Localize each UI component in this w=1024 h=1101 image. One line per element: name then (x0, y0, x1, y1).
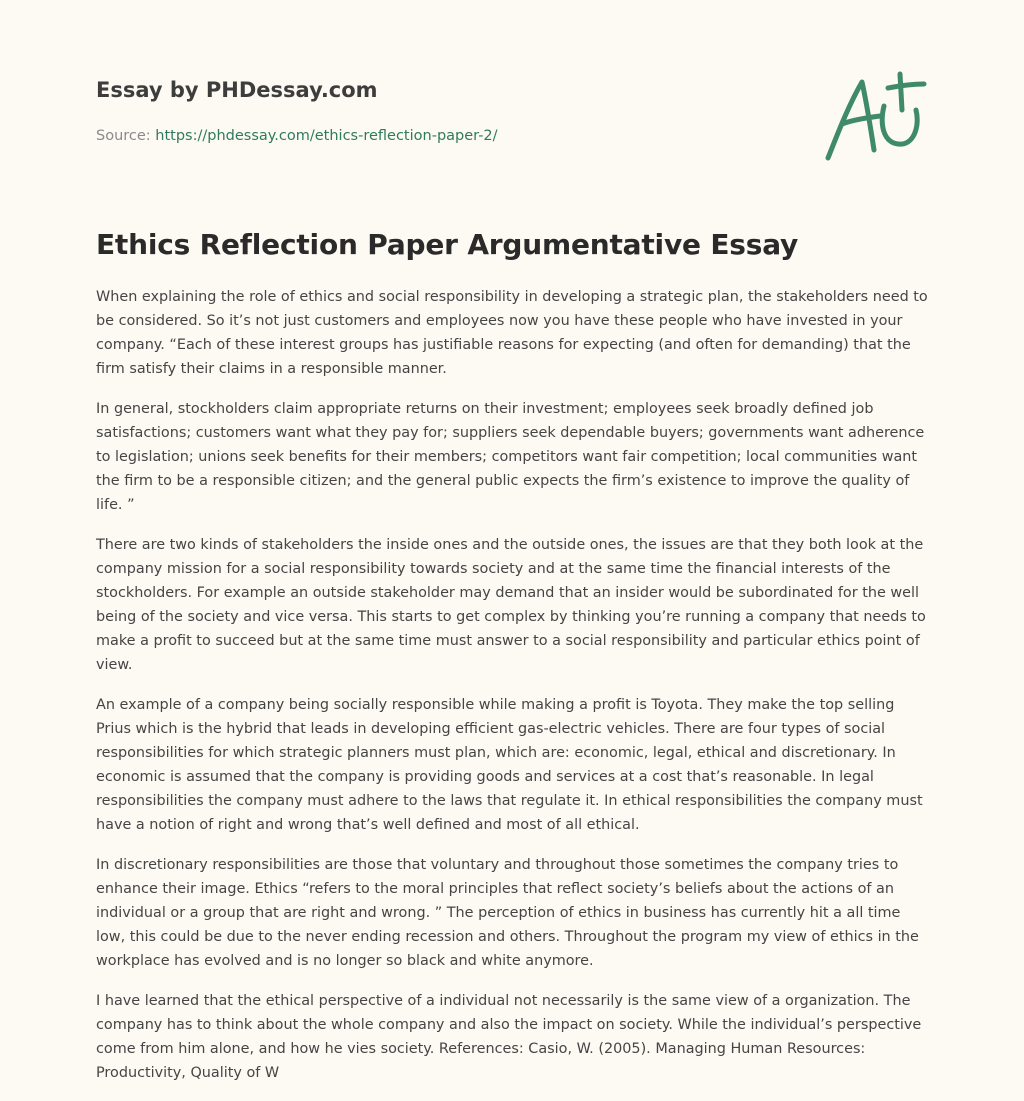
essay-paragraph: An example of a company being socially responsible while making a profit is Toyota. They make the top selling Prius which is the hybrid that leads in developing efficient gas-electric vehicles. There are four types of social responsibilities for which strategic planners must plan, which are: economic, legal, ethical and discretionary. In economic is assumed that the company is providing goods and services at a cost that’s reasonable. In legal responsibilities the company must adhere to the laws that regulate it. In ethical responsibilities the company must have a notion of right and wrong that’s well defined and most of all ethical. (96, 697, 923, 833)
essay-paragraph: When explaining the role of ethics and social responsibility in developing a strategic plan, the stakeholders need to be considered. So it’s not just customers and employees now you have these people who have invested in your company. “Each of these interest groups has justifiable reasons for expecting (and often for demanding) that the firm satisfy their claims in a responsible manner. (96, 289, 928, 377)
essay-paragraph: In discretionary responsibilities are those that voluntary and throughout those sometimes the company tries to enhance their image. Ethics “refers to the moral principles that reflect society’s beliefs about the actions of an individual or a group that are right and wrong. ” The perception of ethics in business has currently hit a all time low, this could be due to the never ending recession and others. Throughout the program my view of ethics in the workplace has evolved and is no longer so black and white anymore. (96, 857, 919, 969)
essay-title: Ethics Reflection Paper Argumentative Essay (96, 228, 799, 261)
essay-body (96, 285, 932, 1101)
page-header (96, 76, 936, 146)
brand-title: Essay by PHDessay.com (96, 78, 378, 102)
essay-paragraph: I have learned that the ethical perspective of a individual not necessarily is the same view of a organization. The company has to think about the whole company and also the impact on society. While the individual’s perspective come from him alone, and how he vies society. References: Casio, W. (2005). Managing Human Resources: Productivity, Quality of W (96, 993, 922, 1081)
source-link[interactable]: https://phdessay.com/ethics-reflection-paper-2/ (155, 128, 498, 144)
source-label: Source: (96, 128, 156, 144)
essay-paragraph: There are two kinds of stakeholders the inside ones and the outside ones, the issues are that they both look at the company mission for a social responsibility towards society and at the same time the financial interests of the stockholders. For example an outside stakeholder may demand that an insider would be subordinated for the well being of the society and vice versa. This starts to get complex by thinking you’re running a company that needs to make a profit to succeed but at the same time must answer to a social responsibility and particular ethics point of view. (96, 537, 926, 673)
source-line (96, 126, 936, 146)
essay-paragraph: In general, stockholders claim appropriate returns on their investment; employees seek broadly defined job satisfactions; customers want what they pay for; suppliers seek dependable buyers; governments want adherence to legislation; unions seek benefits for their members; competitors want fair competition; local communities want the firm to be a responsible citizen; and the general public expects the firm’s existence to improve the quality of life. ” (96, 401, 925, 513)
a-plus-icon (818, 66, 930, 166)
